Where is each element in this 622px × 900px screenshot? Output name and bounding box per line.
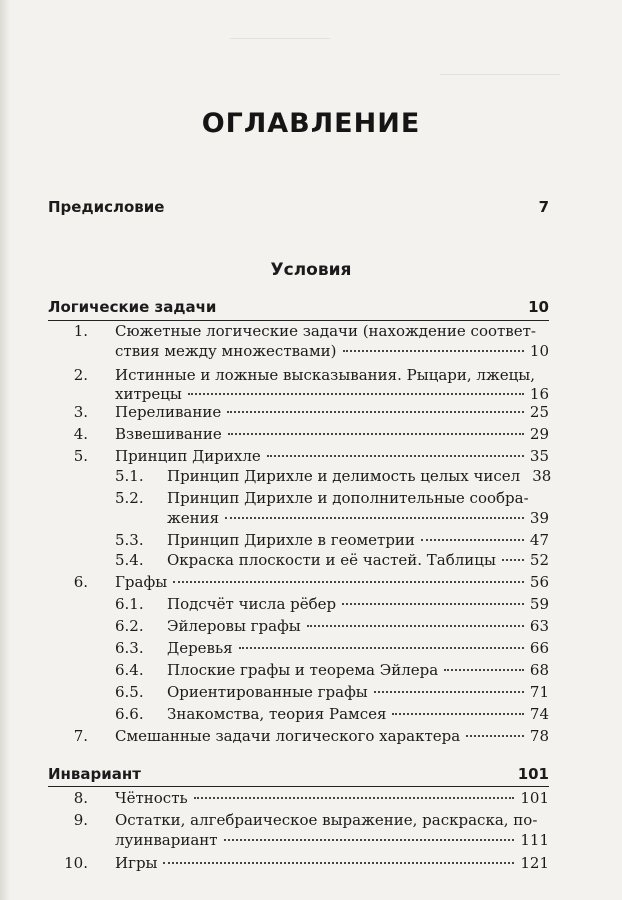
toc-entry bbox=[167, 594, 549, 614]
entry-label-line1: Истинные и ложные высказывания. Рыцари, лжецы, bbox=[115, 366, 535, 384]
toc-entry bbox=[115, 446, 549, 466]
entry-page: 29 bbox=[529, 425, 549, 443]
dot-leader bbox=[227, 411, 524, 413]
dot-leader bbox=[466, 735, 524, 737]
toc-entry bbox=[167, 682, 549, 702]
toc-entry bbox=[115, 341, 549, 361]
entry-number: 6.4. bbox=[115, 661, 144, 679]
dot-leader bbox=[374, 691, 524, 693]
entry-number: 1. bbox=[73, 322, 88, 340]
entry-page: 59 bbox=[529, 595, 549, 613]
entry-number: 6.2. bbox=[115, 617, 144, 635]
entry-label-line1: Принцип Дирихле и дополнительные сообра- bbox=[167, 489, 529, 507]
entry-label-line2: жения bbox=[167, 509, 220, 527]
entry-label-line1: Сюжетные логические задачи (нахождение соответ- bbox=[115, 322, 536, 340]
toc-entry bbox=[167, 530, 549, 550]
toc-entry bbox=[115, 572, 549, 592]
entry-number: 6.1. bbox=[115, 595, 144, 613]
toc-entry bbox=[167, 508, 549, 528]
entry-page: 25 bbox=[529, 403, 549, 421]
toc-entry bbox=[115, 726, 549, 746]
entry-page: 10 bbox=[529, 342, 549, 360]
dot-leader bbox=[188, 393, 524, 395]
entry-label: Деревья bbox=[167, 639, 233, 657]
entry-page: 66 bbox=[529, 639, 549, 657]
entry-label: Эйлеровы графы bbox=[167, 617, 301, 635]
section-heading: Условия bbox=[270, 260, 352, 280]
entry-page: 35 bbox=[529, 447, 549, 465]
dot-leader bbox=[163, 862, 514, 864]
entry-label-line1: Остатки, алгебраическое выражение, раскраска, по- bbox=[115, 811, 538, 829]
chapter-page: 101 bbox=[517, 765, 549, 783]
entry-number: 6. bbox=[73, 573, 88, 591]
entry-page: 16 bbox=[529, 385, 549, 403]
toc-entry bbox=[115, 830, 549, 850]
entry-number: 6.6. bbox=[115, 705, 144, 723]
entry-label: Переливание bbox=[115, 403, 222, 421]
chapter-page: 10 bbox=[528, 298, 549, 316]
entry-page: 47 bbox=[529, 531, 549, 549]
dot-leader bbox=[239, 647, 524, 649]
dot-leader bbox=[194, 797, 515, 799]
toc-entry bbox=[167, 638, 549, 658]
entry-page: 74 bbox=[529, 705, 549, 723]
entry-label: Плоские графы и теорема Эйлера bbox=[167, 661, 439, 679]
entry-page: 7 bbox=[538, 198, 549, 216]
entry-label: Принцип Дирихле в геометрии bbox=[167, 531, 415, 549]
chapter-label: Инвариант bbox=[48, 765, 141, 783]
dot-leader bbox=[267, 455, 524, 457]
entry-label-line2: ствия между множествами) bbox=[115, 342, 337, 360]
bleed-through-mark bbox=[230, 38, 330, 39]
entry-page: 78 bbox=[529, 727, 549, 745]
dot-leader bbox=[444, 669, 524, 671]
entry-label: Ориентированные графы bbox=[167, 683, 368, 701]
entry-label: Знакомства, теория Рамсея bbox=[167, 705, 387, 723]
entry-number: 7. bbox=[73, 727, 88, 745]
entry-number: 5.4. bbox=[115, 551, 144, 569]
toc-entry bbox=[115, 384, 549, 404]
toc-entry bbox=[167, 466, 552, 486]
entry-label-line2: хитрецы bbox=[115, 385, 182, 403]
entry-page: 121 bbox=[520, 854, 549, 872]
bleed-through-mark bbox=[440, 74, 560, 75]
toc-entry bbox=[167, 616, 549, 636]
toc-entry bbox=[115, 853, 549, 873]
entry-label: Окраска плоскости и её частей. Таблицы bbox=[167, 551, 496, 569]
entry-page: 52 bbox=[529, 551, 549, 569]
entry-label: Игры bbox=[115, 854, 158, 872]
entry-label: Подсчёт числа рёбер bbox=[167, 595, 337, 613]
entry-number: 5.3. bbox=[115, 531, 144, 549]
entry-label: Принцип Дирихле bbox=[115, 447, 261, 465]
entry-number: 4. bbox=[73, 425, 88, 443]
entry-number: 5. bbox=[73, 447, 88, 465]
entry-label: Взвешивание bbox=[115, 425, 222, 443]
entry-label: Смешанные задачи логического характера bbox=[115, 727, 461, 745]
entry-page: 101 bbox=[520, 789, 549, 807]
dot-leader bbox=[421, 539, 524, 541]
entry-number: 6.5. bbox=[115, 683, 144, 701]
entry-page: 39 bbox=[529, 509, 549, 527]
entry-label: Принцип Дирихле и делимость целых чисел bbox=[167, 467, 521, 485]
entry-number: 5.1. bbox=[115, 467, 144, 485]
entry-label: Предисловие bbox=[48, 198, 165, 216]
dot-leader bbox=[225, 517, 524, 519]
entry-number: 2. bbox=[73, 366, 88, 384]
toc-entry bbox=[115, 788, 549, 808]
entry-label-line2: луинвариант bbox=[115, 831, 218, 849]
entry-page: 68 bbox=[529, 661, 549, 679]
dot-leader bbox=[173, 581, 524, 583]
entry-number: 3. bbox=[73, 403, 88, 421]
dot-leader bbox=[502, 559, 524, 561]
entry-page: 63 bbox=[529, 617, 549, 635]
toc-entry-preface bbox=[48, 197, 549, 217]
dot-leader bbox=[343, 350, 524, 352]
toc-chapter bbox=[48, 297, 549, 317]
entry-page: 38 bbox=[532, 467, 552, 485]
entry-number: 6.3. bbox=[115, 639, 144, 657]
toc-entry bbox=[167, 704, 549, 724]
chapter-label: Логические задачи bbox=[48, 298, 217, 316]
dot-leader bbox=[392, 713, 523, 715]
entry-page: 111 bbox=[520, 831, 549, 849]
entry-page: 56 bbox=[529, 573, 549, 591]
toc-chapter bbox=[48, 764, 549, 784]
entry-page: 71 bbox=[529, 683, 549, 701]
page-title: ОГЛАВЛЕНИЕ bbox=[201, 108, 421, 139]
toc-entry bbox=[167, 660, 549, 680]
toc-entry bbox=[115, 402, 549, 422]
entry-number: 5.2. bbox=[115, 489, 144, 507]
chapter-rule bbox=[48, 786, 549, 787]
dot-leader bbox=[228, 433, 524, 435]
entry-number: 9. bbox=[73, 811, 88, 829]
entry-label: Графы bbox=[115, 573, 168, 591]
entry-number: 8. bbox=[73, 789, 88, 807]
toc-entry bbox=[115, 424, 549, 444]
toc-entry bbox=[167, 550, 549, 570]
entry-label: Чётность bbox=[115, 789, 188, 807]
dot-leader bbox=[224, 839, 515, 841]
dot-leader bbox=[307, 625, 524, 627]
dot-leader bbox=[342, 603, 524, 605]
entry-number: 10. bbox=[64, 854, 88, 872]
